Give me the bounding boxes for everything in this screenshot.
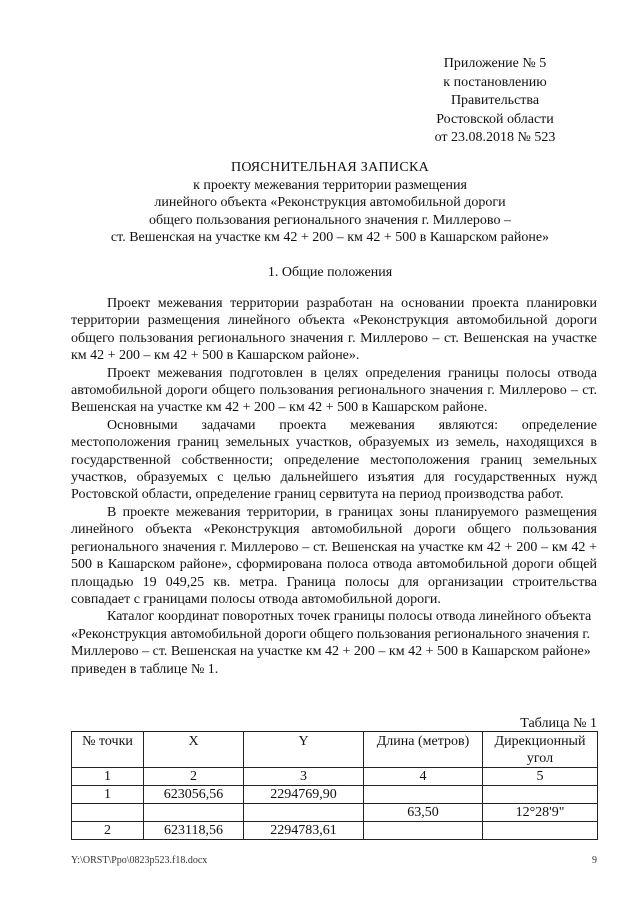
table-cell: 2 [72,822,144,840]
table-cell: 2294769,90 [244,786,364,804]
table-cell: 1 [72,768,144,786]
paragraph: Проект межевания подготовлен в целях определения границы полосы отвода автомобильной дороги общего пользования регионального значения г. Миллерово – ст. Вешенская на участке км 42 + 200 – км 42 + 500 в Кашарском районе. [71,365,597,416]
table-cell: 4 [364,768,483,786]
table-header-cell: Длина (метров) [364,732,483,768]
table-header-cell: № точки [72,732,144,768]
footer-file-path: Y:\ORST\Ppo\0823p523.f18.docx [71,855,208,866]
table-caption: Таблица № 1 [520,716,597,731]
table-cell: 2294783,61 [244,822,364,840]
table-header-cell: X [144,732,244,768]
table-cell: 623056,56 [144,786,244,804]
table-header-cell: Дирекционный угол [483,732,598,768]
body-text [71,295,597,678]
table-cell: 2 [144,768,244,786]
title-main: ПОЯСНИТЕЛЬНАЯ ЗАПИСКА [230,160,430,175]
title-subline: общего пользования регионального значения г. Миллерово – [149,212,511,228]
table-cell [72,804,144,822]
title-subline: к проекту межевания территории размещения [193,177,467,193]
table-cell [483,822,598,840]
table-row [72,822,598,840]
coordinates-table [71,731,598,840]
table-cell: 12°28'9" [483,804,598,822]
page-number: 9 [592,855,597,866]
table-cell: 623118,56 [144,822,244,840]
appendix-header [405,55,585,148]
appendix-line: Ростовской области [436,111,554,127]
table-header-cell: Y [244,732,364,768]
paragraph: Каталог координат поворотных точек границы полосы отвода линейного объекта «Реконструкция автомобильной дороги общего пользования регионального значения г. Миллерово – ст. Вешенская на участке км 42 + 200 – км 42 + 500 в Кашарском районе» приведен в таблице № 1. [71,609,592,677]
table-cell: 63,50 [364,804,483,822]
table-cell [483,786,598,804]
table-cell [364,786,483,804]
appendix-line: Приложение № 5 [443,56,547,71]
table-row [72,786,598,804]
table-cell: 1 [72,786,144,804]
table-cell [364,822,483,840]
document-title [60,159,600,247]
table-cell [244,804,364,822]
table-cell [144,804,244,822]
appendix-line: от 23.08.2018 № 523 [434,130,556,145]
table-cell: 5 [483,768,598,786]
title-subline: линейного объекта «Реконструкция автомобильной дороги [154,195,506,210]
table-row [72,804,598,822]
table-cell: 3 [244,768,364,786]
appendix-line: к постановлению [443,74,547,90]
section-heading: 1. Общие положения [267,265,393,280]
title-subline: ст. Вешенская на участке км 42 + 200 – км 42 + 500 в Кашарском районе» [110,230,550,245]
table-number-row [72,768,598,786]
appendix-line: Правительства [450,93,540,108]
paragraph: Основными задачами проекта межевания являются: определение местоположения границ земельных участков, образуемых из земель, находящихся в государственной собственности; определение местоположения границ земельных участков, образуемых с целью дальнейшего изъятия для государственных нужд Ростовской области, определение границ сервитута на период производства работ. [71,417,597,503]
paragraph: В проекте межевания территории, в границах зоны планируемого размещения линейного объекта «Реконструкция автомобильной дороги общего пользования регионального значения г. Миллерово – ст. Вешенская на участке км 42 + 200 – км 42 + 500 в Кашарском районе», сформирована полоса отвода автомобильной дороги общей площадью 19 049,25 кв. метра. Граница полосы для организации строительства совпадает с границами полосы отвода автомобильной дороги. [71,504,597,607]
paragraph: Проект межевания территории разработан на основании проекта планировки территории размещения линейного объекта «Реконструкция автомобильной дороги общего пользования регионального значения г. Миллерово – ст. Вешенская на участке км 42 + 200 – км 42 + 500 в Кашарском районе». [71,296,597,364]
table-header-row [72,732,598,768]
